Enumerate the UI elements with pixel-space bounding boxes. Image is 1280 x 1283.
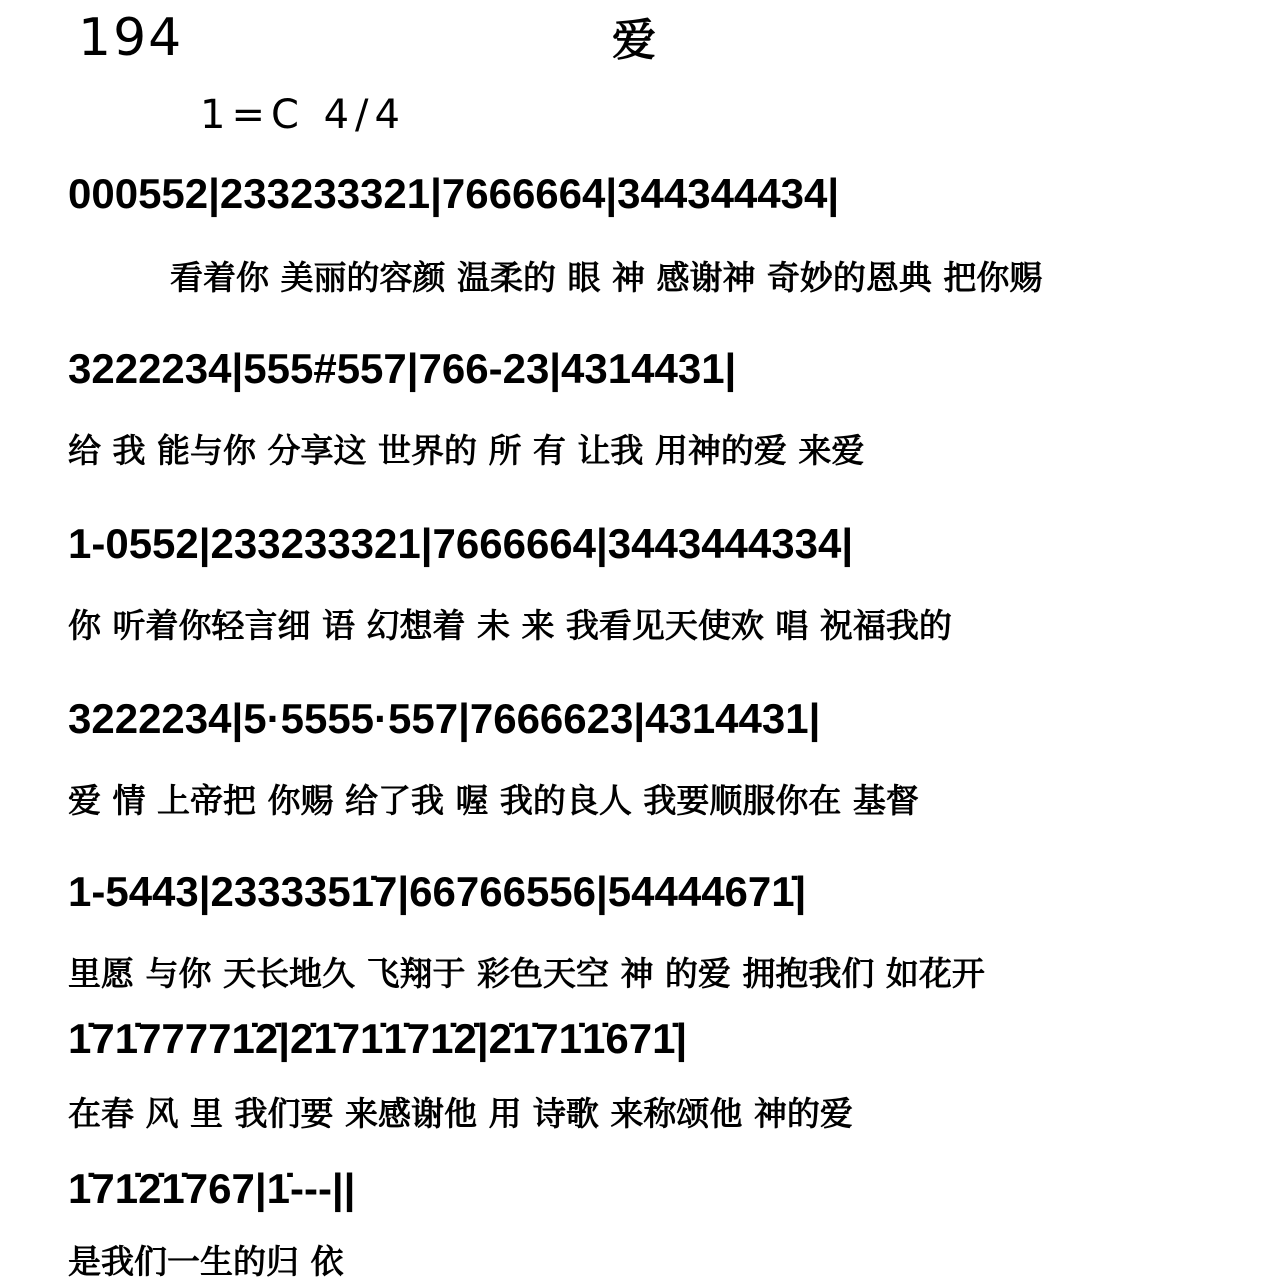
song-title: 爱 (612, 15, 656, 66)
lyric-line-7: 是我们一生的归 依 (68, 1242, 344, 1281)
notation-line-7: 1̇71̇2̇1̇767|1̇---|| (68, 1165, 356, 1212)
notation-line-5: 1-5443|2333351̇7|66766556|54444671̇| (68, 868, 807, 915)
lyric-line-5: 里愿 与你 天长地久 飞翔于 彩色天空 神 的爱 拥抱我们 如花开 (68, 954, 985, 993)
lyric-line-3: 你 听着你轻言细 语 幻想着 未 来 我看见天使欢 唱 祝福我的 (68, 606, 952, 645)
notation-line-4: 3222234|5·5555·557|7666623|4314431| (68, 695, 821, 742)
lyric-line-4: 爱 情 上帝把 你赐 给了我 喔 我的良人 我要顺服你在 基督 (68, 781, 919, 820)
notation-line-6: 1̇71̇77771̇2̇|2̇1̇71̇1̇71̇2̇|2̇1̇71̇1̇671̇| (68, 1015, 688, 1062)
lyric-line-6: 在春 风 里 我们要 来感谢他 用 诗歌 来称颂他 神的爱 (68, 1094, 853, 1133)
lyric-line-2: 给 我 能与你 分享这 世界的 所 有 让我 用神的爱 来爱 (68, 431, 865, 470)
notation-line-1: 000552|233233321|7666664|344344434| (68, 170, 840, 217)
notation-line-3: 1-0552|233233321|7666664|3443444334| (68, 520, 854, 567)
hymn-number: 194 (78, 8, 184, 68)
lyric-line-1: 看着你 美丽的容颜 温柔的 眼 神 感谢神 奇妙的恩典 把你赐 (170, 258, 1043, 297)
notation-line-2: 3222234|555#557|766-23|4314431| (68, 345, 737, 392)
key-signature: 1=C 4/4 (200, 92, 406, 138)
